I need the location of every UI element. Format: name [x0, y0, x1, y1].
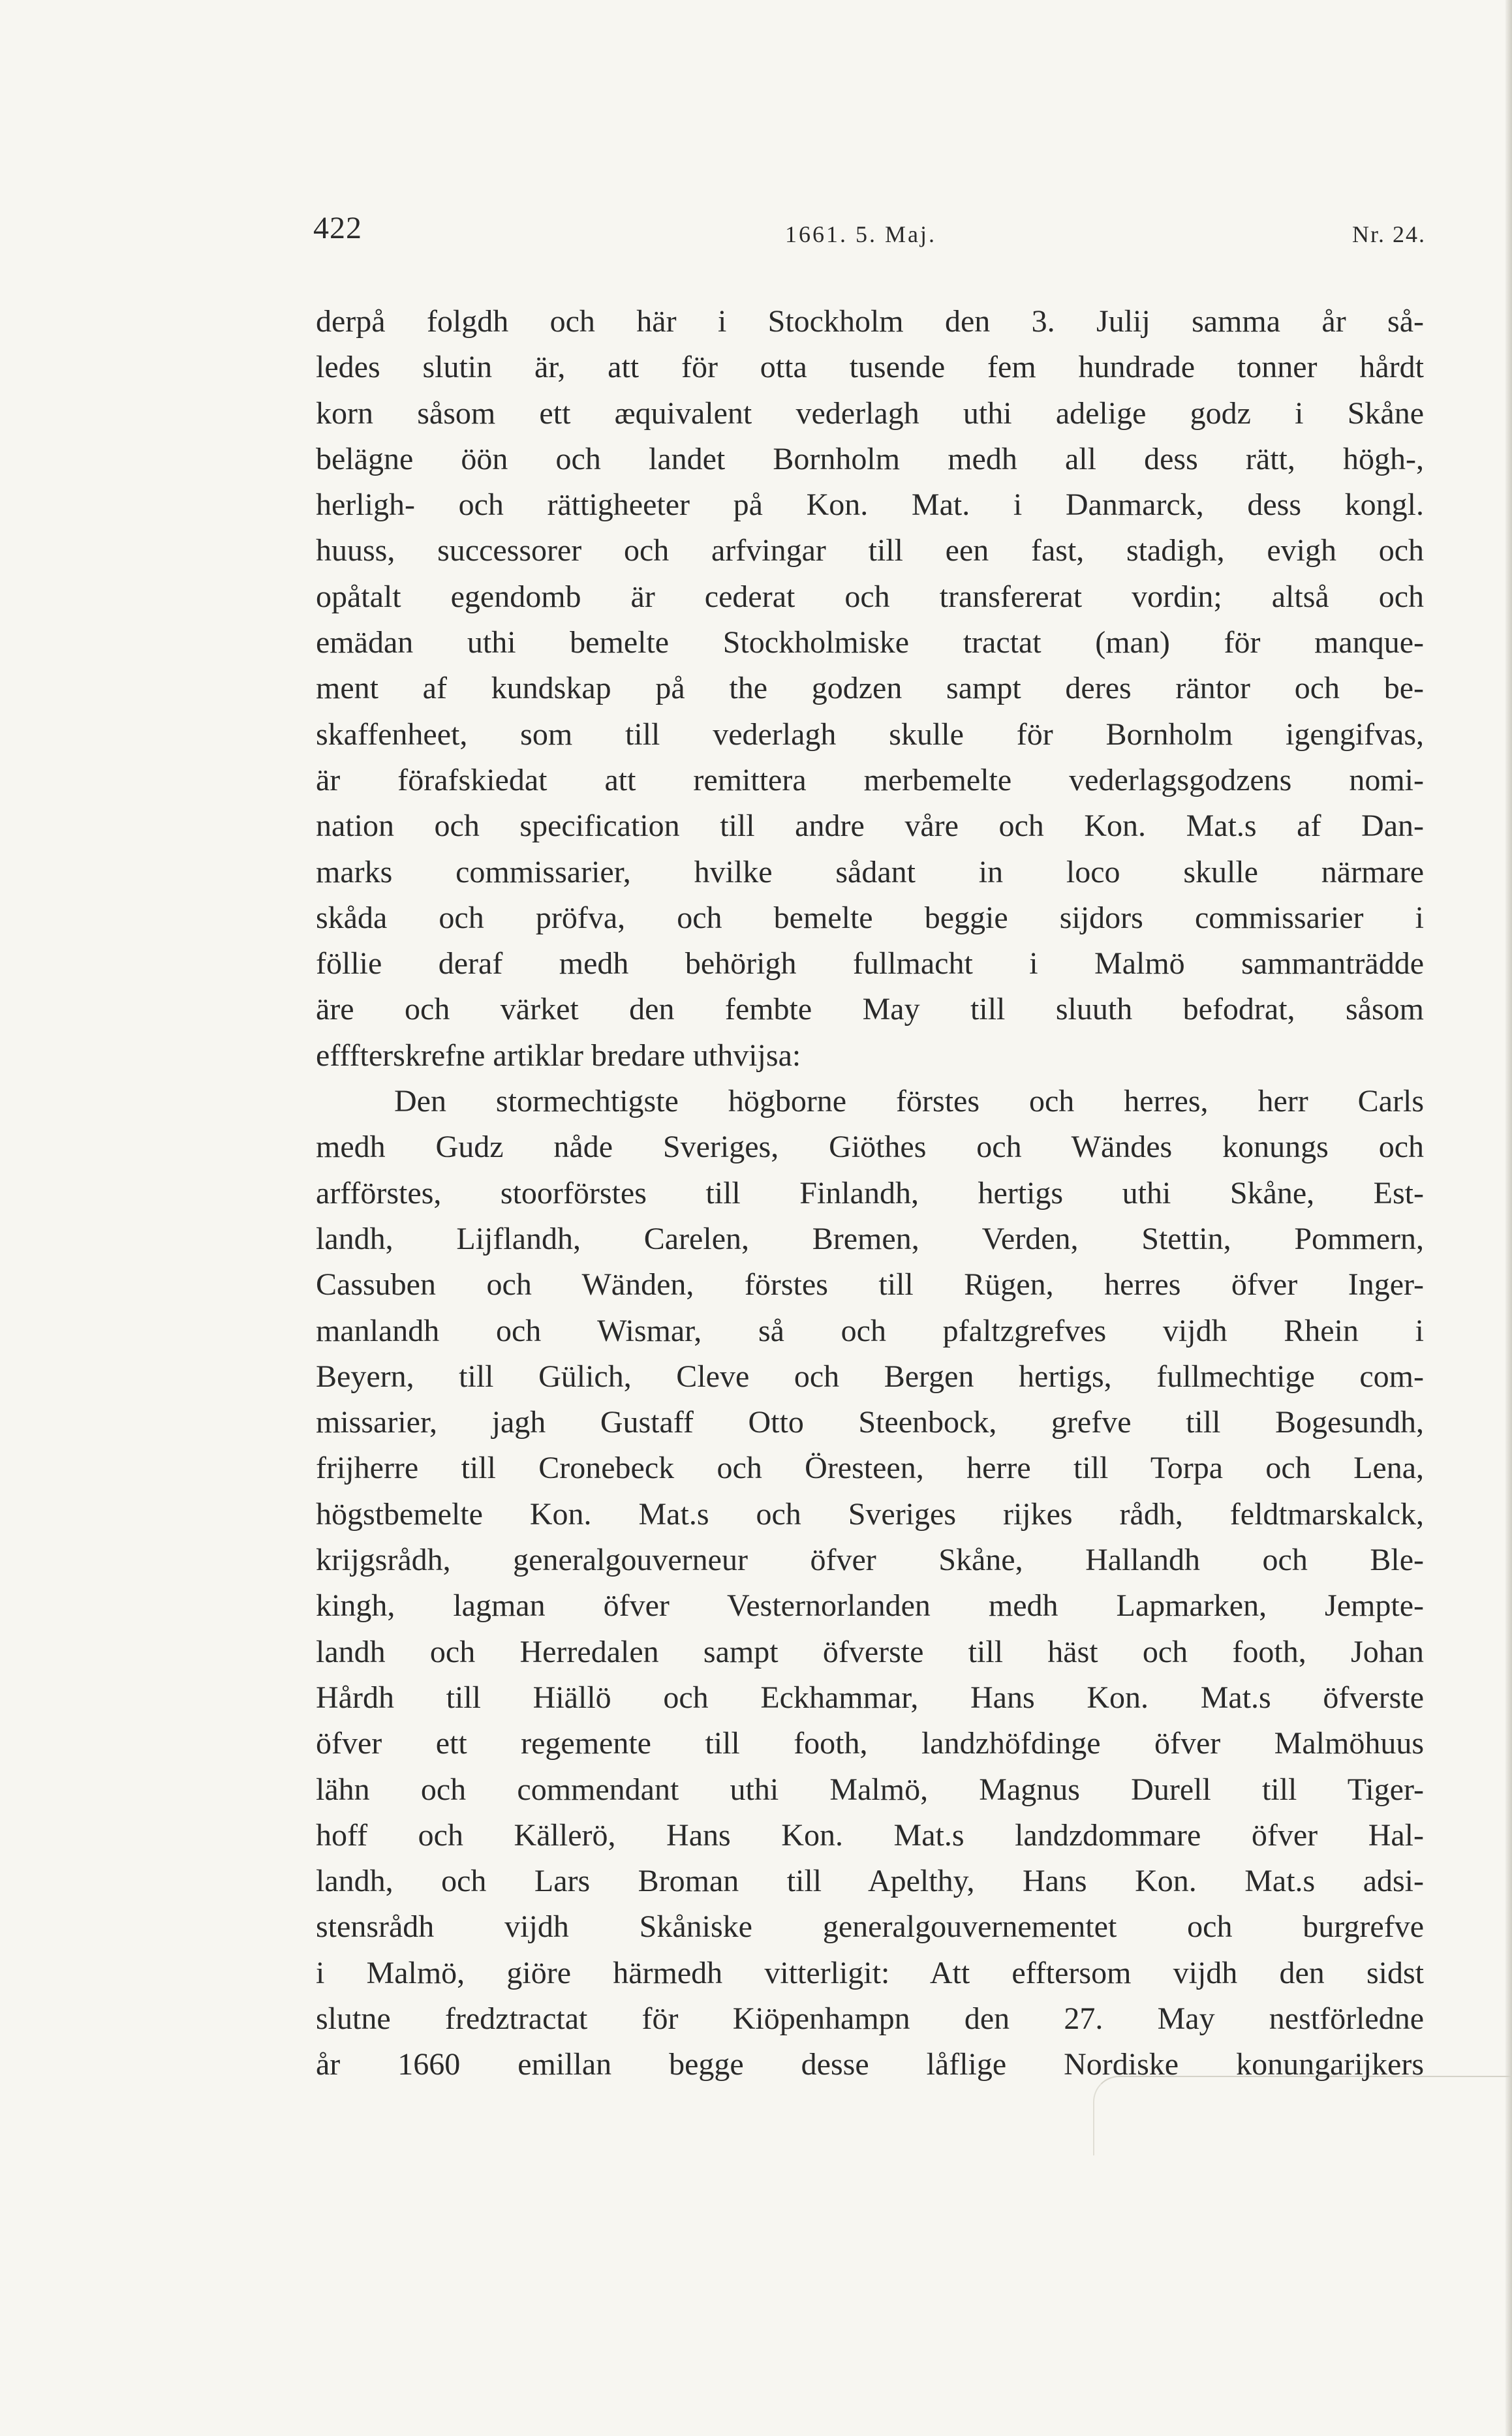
text-line: belägne öön och landet Bornholm medh all dess rätt, högh-, [316, 441, 1424, 476]
text-line: manlandh och Wismar, så och pfaltzgrefves vijdh Rhein i [316, 1313, 1424, 1348]
text-line: krijgsrådh, generalgouverneur öfver Skåne, Hallandh och Ble- [316, 1543, 1424, 1578]
paragraph-start-line: Den stormechtigste högborne förstes och herres, herr Carls [394, 1084, 1424, 1119]
text-line: år 1660 emillan begge desse låflige Nordiske konungarijkers [316, 2047, 1424, 2082]
text-line: ment af kundskap på the godzen sampt deres räntor och be- [316, 671, 1424, 706]
text-line: skaffenheet, som till vederlagh skulle för Bornholm igengifvas, [316, 717, 1424, 752]
text-line: emädan uthi bemelte Stockholmiske tractat (man) för manque- [316, 625, 1424, 660]
page-header [313, 210, 1426, 256]
text-line: landh och Herredalen sampt öfverste till häst och footh, Johan [316, 1634, 1424, 1669]
text-line: herligh- och rättigheeter på Kon. Mat. i Danmarck, dess kongl. [316, 487, 1424, 523]
text-line: medh Gudz nåde Sveriges, Giöthes och Wändes konungs och [316, 1130, 1424, 1165]
text-line: arfförstes, stoorförstes till Finlandh, hertigs uthi Skåne, Est- [316, 1175, 1424, 1210]
text-line: nation och specification till andre våre och Kon. Mat.s af Dan- [316, 809, 1424, 844]
text-line: kingh, lagman öfver Vesternorlanden medh Lapmarken, Jempte- [316, 1588, 1424, 1624]
page-number: 422 [313, 211, 362, 245]
text-line: landh, Lijflandh, Carelen, Bremen, Verden, Stettin, Pommern, [316, 1221, 1424, 1256]
text-line: är förafskiedat att remittera merbemelte vederlagsgodzens nomi- [316, 762, 1424, 797]
text-line: marks commissarier, hvilke sådant in loco skulle närmare [316, 854, 1424, 889]
text-line: äre och värket den fembte May till sluuth befodrat, såsom [316, 992, 1424, 1027]
text-line: öfver ett regemente till footh, landzhöfdinge öfver Malmöhuus [316, 1726, 1424, 1761]
page-edge [1505, 0, 1512, 2436]
text-line: landh, och Lars Broman till Apelthy, Hans Kon. Mat.s adsi- [316, 1864, 1424, 1899]
body-text [316, 299, 1424, 2088]
text-line: Hårdh till Hiällö och Eckhammar, Hans Kon. Mat.s öfverste [316, 1680, 1424, 1715]
text-line: ledes slutin är, att för otta tusende fem hundrade tonner hårdt [316, 350, 1424, 385]
text-line: Cassuben och Wänden, förstes till Rügen, herres öfver Inger- [316, 1267, 1424, 1303]
text-line: högstbemelte Kon. Mat.s och Sveriges rijkes rådh, feldtmarskalck, [316, 1496, 1424, 1532]
text-line: korn såsom ett æquivalent vederlagh uthi adelige godz i Skåne [316, 395, 1424, 431]
document-number: Nr. 24. [1352, 221, 1426, 247]
text-line: stensrådh vijdh Skåniske generalgouvernementet och burgrefve [316, 1909, 1424, 1945]
text-line: skåda och pröfva, och bemelte beggie sijdors commissarier i [316, 900, 1424, 935]
text-line: föllie deraf medh behörigh fullmacht i Malmö sammanträdde [316, 946, 1424, 981]
header-date: 1661. 5. Maj. [785, 221, 936, 247]
text-line: slutne fredztractat för Kiöpenhampn den 27. May nestförledne [316, 2001, 1424, 2036]
text-line: frijherre till Cronebeck och Öresteen, herre till Torpa och Lena, [316, 1451, 1424, 1486]
paragraph-end-line: efffterskrefne artiklar bredare uthvijsa: [316, 1038, 801, 1073]
text-line: derpå folgdh och här i Stockholm den 3. Julij samma år så- [316, 304, 1424, 339]
text-line: i Malmö, giöre härmedh vitterligit: Att efftersom vijdh den sidst [316, 1955, 1424, 1990]
text-line: missarier, jagh Gustaff Otto Steenbock, grefve till Bogesundh, [316, 1405, 1424, 1440]
text-line: opåtalt egendomb är cederat och transfererat vordin; altså och [316, 579, 1424, 614]
text-line: huuss, successorer och arfvingar till een fast, stadigh, evigh och [316, 533, 1424, 568]
text-line: lähn och commendant uthi Malmö, Magnus Durell till Tiger- [316, 1772, 1424, 1807]
text-line: hoff och Källerö, Hans Kon. Mat.s landzdommare öfver Hal- [316, 1817, 1424, 1853]
text-line: Beyern, till Gülich, Cleve och Bergen hertigs, fullmechtige com- [316, 1359, 1424, 1394]
